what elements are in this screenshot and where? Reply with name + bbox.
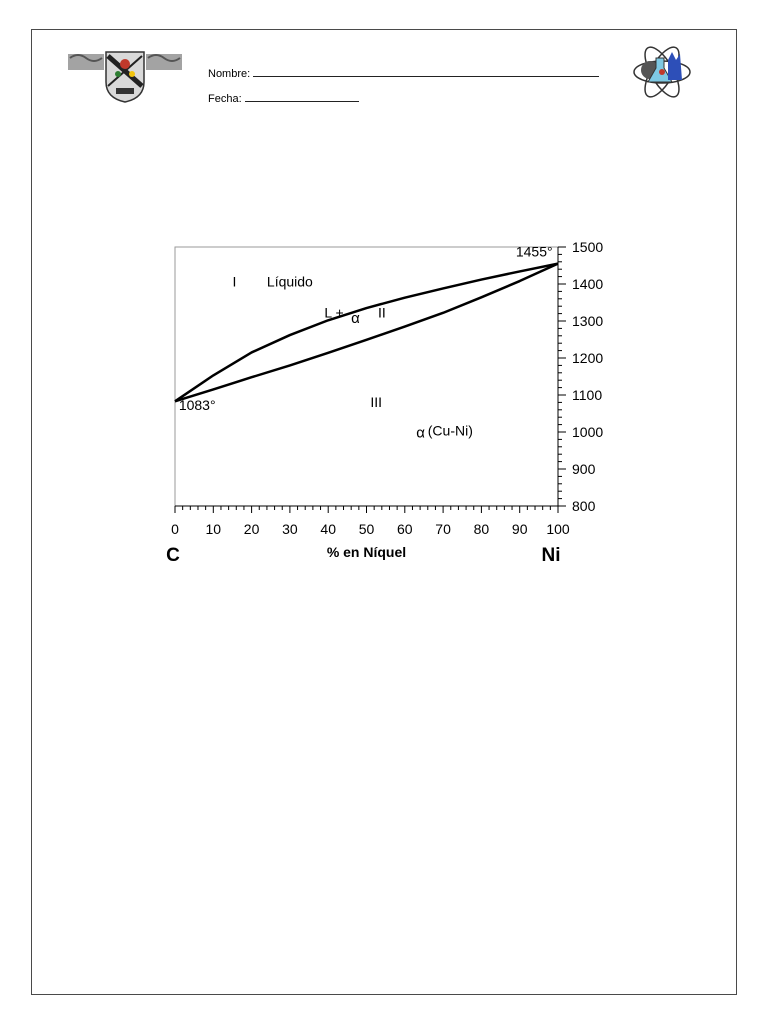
x-tick-label: 80 xyxy=(473,521,490,537)
y-tick-label: 1500 xyxy=(572,239,604,255)
chart-annotation: L + xyxy=(324,304,344,321)
x-tick-label: 100 xyxy=(546,521,570,537)
y-tick-label: 800 xyxy=(572,498,596,514)
chart-annotation: I xyxy=(232,273,237,290)
chart-annotation: II xyxy=(377,304,386,321)
name-label: Nombre: xyxy=(208,68,251,80)
y-tick-label: 1200 xyxy=(572,350,604,366)
x-tick-label: 40 xyxy=(320,521,336,537)
y-tick-label: 1100 xyxy=(572,387,603,403)
y-tick-label: 900 xyxy=(572,461,596,477)
y-tick-label: 1400 xyxy=(572,276,604,292)
x-end-label-right: Ni xyxy=(541,545,561,566)
x-tick-label: 70 xyxy=(435,521,451,537)
chart-annotation: (Cu-Ni) xyxy=(427,422,473,439)
chart-annotation: α xyxy=(351,309,360,327)
x-tick-label: 90 xyxy=(511,521,528,537)
x-axis-label: % en Níquel xyxy=(326,544,407,560)
chart-annotation: 1083° xyxy=(178,396,216,413)
y-tick-label: 1300 xyxy=(572,313,604,329)
chart-annotation: 1455° xyxy=(515,243,553,260)
x-tick-label: 0 xyxy=(171,521,179,537)
x-tick-label: 10 xyxy=(205,521,222,537)
chart-annotation: α xyxy=(416,424,425,442)
y-tick-label: 1000 xyxy=(572,424,604,440)
date-label: Fecha: xyxy=(208,93,242,105)
chart-annotation: III xyxy=(370,393,383,410)
x-tick-label: 60 xyxy=(397,521,413,537)
x-tick-label: 50 xyxy=(358,521,375,537)
chart-annotation: Líquido xyxy=(266,273,313,290)
x-end-label-left: C xyxy=(166,545,180,566)
x-tick-label: 20 xyxy=(243,521,260,537)
x-tick-label: 30 xyxy=(282,521,298,537)
